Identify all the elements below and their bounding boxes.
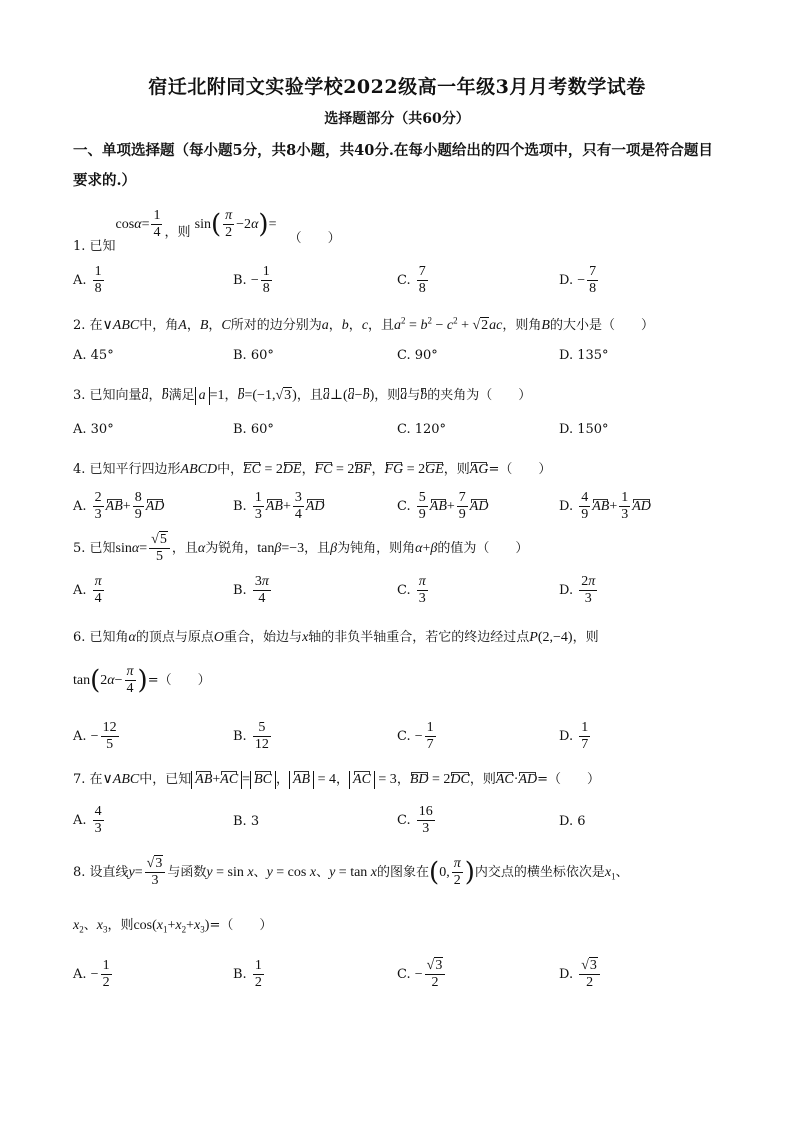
q8-option-b[interactable]: B. $\frac{1}{2}$ (233, 958, 262, 990)
q3-option-a[interactable]: A. 30° (73, 422, 114, 437)
section-heading: 一、单项选择题（每小题5分，共8小题，共40分.在每小题给出的四个选项中，只有一项是符合题目要求的.） (73, 142, 713, 189)
q2-option-b[interactable]: B. 60° (233, 348, 274, 363)
q5-option-c[interactable]: C. $\frac{\pi}{3}$ (397, 574, 426, 606)
q1-option-c[interactable]: C. $\frac{7}{8}$ (397, 264, 426, 296)
question-4: 4. 已知平行四边形ABCD中，EC = 2DE，FC = 2BF，FG = 2GE，则AG=（ ） (73, 462, 552, 477)
q3-option-c[interactable]: C. 120° (397, 422, 447, 437)
q6-option-b[interactable]: B. $\frac{5}{12}$ (233, 720, 269, 752)
q1-option-a[interactable]: A. $\frac{1}{8}$ (73, 264, 102, 296)
q2-option-c[interactable]: C. 90° (397, 348, 438, 363)
q4-option-b[interactable]: B. $\frac{1}{3}$ AB+ $\frac{3}{4}$ AD (233, 490, 325, 522)
q6-option-c[interactable]: C. − $\frac{1}{7}$ (397, 720, 434, 752)
question-8-continued: $x_2$、$x_3$，则$\cos(x_1+x_2+x_3)=$（ ） (73, 918, 273, 935)
q7-option-a[interactable]: A. $\frac{4}{3}$ (73, 804, 102, 836)
q4-option-a[interactable]: A. $\frac{2}{3}$ AB+ $\frac{8}{9}$ AD (73, 490, 165, 522)
section-subtitle: 选择题部分（共60分） (324, 111, 470, 127)
q2-option-d[interactable]: D. 135° (559, 348, 609, 363)
q8-option-a[interactable]: A. − $\frac{1}{2}$ (73, 958, 110, 990)
q6-option-d[interactable]: D. $\frac{1}{7}$ (559, 720, 589, 752)
q1-option-b[interactable]: B. − $\frac{1}{8}$ (233, 264, 270, 296)
q2-option-a[interactable]: A. 45° (73, 348, 114, 363)
q4-option-d[interactable]: D. $\frac{4}{9}$ AB+ $\frac{1}{3}$ AD (559, 490, 651, 522)
q7-option-d[interactable]: D. 6 (559, 814, 586, 829)
q8-option-c[interactable]: C. − $\frac{√3}{2}$ (397, 958, 447, 991)
q7-option-b[interactable]: B. 3 (233, 814, 260, 829)
q7-option-c[interactable]: C. $\frac{16}{3}$ (397, 804, 433, 836)
question-1: 1. 已知cosα= $\frac{1}{4}$ ，则 sin( $\frac{\pi}{2}$ −2α)= （ ） (73, 208, 341, 254)
q5-option-b[interactable]: B. $\frac{3\pi}{4}$ (233, 574, 269, 606)
question-7: 7. 在∨ABC中，已知 AB+AC = BC ， AB = 4， AC = 3，BD = 2DC，则AC·AD=（ ） (73, 772, 601, 787)
q3-option-d[interactable]: D. 150° (559, 422, 609, 437)
q6-option-a[interactable]: A. − $\frac{12}{5}$ (73, 720, 117, 752)
q5-option-a[interactable]: A. $\frac{\pi}{4}$ (73, 574, 102, 606)
question-8: 8. 设直线y= $\frac{√3}{3}$ 与函数y = sin x、y = cos x、y = tan x的图象在(0, $\frac{\pi}{2}$ )内交点的横坐标依次是$x_1$、 (73, 856, 629, 888)
question-5: 5. 已知sinα= $\frac{√5}{5}$ ，且α为锐角，tanβ=−3，且β为钝角，则角α+β的值为（ ） (73, 532, 529, 564)
question-6: 6. 已知角α的顶点与原点O重合，始边与x轴的非负半轴重合，若它的终边经过点P(2,−4)，则 (73, 630, 599, 645)
question-3: 3. 已知向量a，b满足 a =1，b=(−1,√3)，且a⊥(a−b)，则a与b的夹角为（ ） (73, 388, 532, 403)
q3-option-b[interactable]: B. 60° (233, 422, 274, 437)
question-6-expression: tan(2α− $\frac{\pi}{4}$ )=（ ） (73, 664, 211, 696)
q1-option-d[interactable]: D. − $\frac{7}{8}$ (559, 264, 597, 296)
exam-title: 宿迁北附同文实验学校2022级高一年级3月月考数学试卷 (148, 76, 646, 98)
q5-option-d[interactable]: D. $\frac{2\pi}{3}$ (559, 574, 596, 606)
q4-option-c[interactable]: C. $\frac{5}{9}$ AB+ $\frac{7}{9}$ AD (397, 490, 489, 522)
question-2: 2. 在∨ABC中，角A，B，C所对的边分别为a，b，c，且$a^2 = b^2 - c^2 + √2ac$，则角B的大小是（ ） (73, 315, 654, 333)
q8-option-d[interactable]: D. $\frac{√3}{2}$ (559, 958, 602, 991)
